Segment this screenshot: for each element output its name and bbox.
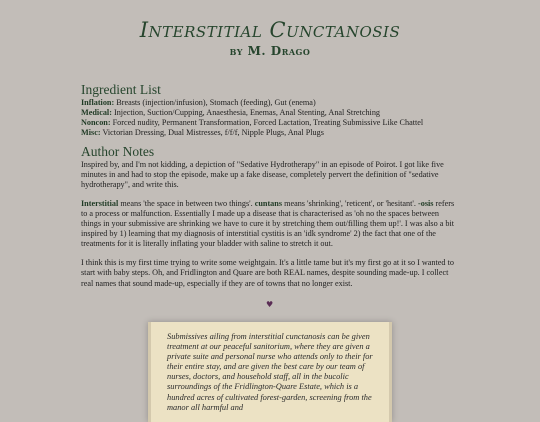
notes-paragraph-2 — [81, 199, 461, 249]
story-card — [148, 322, 392, 422]
notes-text: means 'shrinking', 'reticent', or 'hesitant'. — [282, 198, 418, 208]
ingredient-row-medical — [81, 108, 461, 118]
term-osis: -osis — [418, 198, 434, 208]
ingredient-text: Forced nudity, Permanent Transformation, Forced Lactation, Treating Submissive Like Chattel — [110, 117, 424, 127]
notes-paragraph-3: I think this is my first time trying to write some weightgain. It's a little tame but it's my first go at it so I wanted to start with baby steps. Oh, and Fridlington and Quare are both REAL names, despite sounding made-up. I collect real names that sound made-up, especially if they are of towns that no longer exist. — [81, 258, 454, 288]
ingredient-text: Injection, Suction/Cupping, Anaesthesia, Enemas, Anal Stenting, Anal Stretching — [111, 107, 381, 117]
ingredient-row-noncon — [81, 118, 461, 128]
notes-paragraph-1: Inspired by, and I'm not kidding, a depiction of "Sedative Hydrotherapy" in an episode of Poirot. I got like five minutes in and had to stop the episode, make up a fake disease, completely pervert the definition of "sedative hydrotherapy", and write this. — [81, 159, 444, 189]
author-notes — [81, 160, 461, 289]
ingredient-list — [81, 98, 461, 138]
author-notes-heading: Author Notes — [81, 143, 155, 159]
ingredient-row-inflation — [81, 98, 461, 108]
story-title: Interstitial Cunctanosis — [139, 18, 401, 42]
ingredient-label: Inflation: — [81, 98, 115, 107]
ingredient-label: Misc: — [81, 127, 101, 137]
story-header — [0, 0, 540, 58]
main-content — [81, 82, 461, 298]
term-cuntans: cuntans — [254, 198, 283, 208]
ingredient-text: Breasts (injection/infusion), Stomach (feeding), Gut (enema) — [114, 98, 316, 107]
story-card-text: Submissives ailing from interstitial cunctanosis can be given treatment at our peaceful sanitorium, where they are given a private suite and personal nurse who attends only to their for their entire stay, and are given the best care by our team of nurses, doctors, and household staff, all in the bucolic surroundings of the Fridlington-Quare Estate, which is a hundred acres of cultivated forest-garden, screening from the manor all harmful and — [167, 332, 373, 412]
ingredient-text: Victorian Dressing, Dual Mistresses, f/f/f, Nipple Plugs, Anal Plugs — [100, 127, 324, 137]
term-interstitial: Interstitial — [81, 198, 119, 208]
ingredient-row-misc — [81, 128, 461, 138]
author-byline: by M. Drago — [229, 44, 311, 58]
notes-text: refers to a process or malfunction. Essentially I made up a disease that is characterised as 'oh no the spaces between things in your submissive are shrinking we have to cure it by stretching them out/filling them up!'. I was also a bit inspired by 1) learning that my diagnosis of interstitial cystitis is an 'idk syndrome' 2) the fact that one of the treatments for it is literally inflating your bladder with saline to stretch it out. — [81, 198, 455, 249]
notes-text: means 'the space in between two things'. — [118, 198, 255, 208]
ingredient-label: Medical: — [81, 107, 112, 117]
ingredient-list-heading: Ingredient List — [81, 82, 161, 97]
ingredient-label: Noncon: — [81, 117, 111, 127]
heart-divider-icon: ♥ — [266, 300, 274, 309]
